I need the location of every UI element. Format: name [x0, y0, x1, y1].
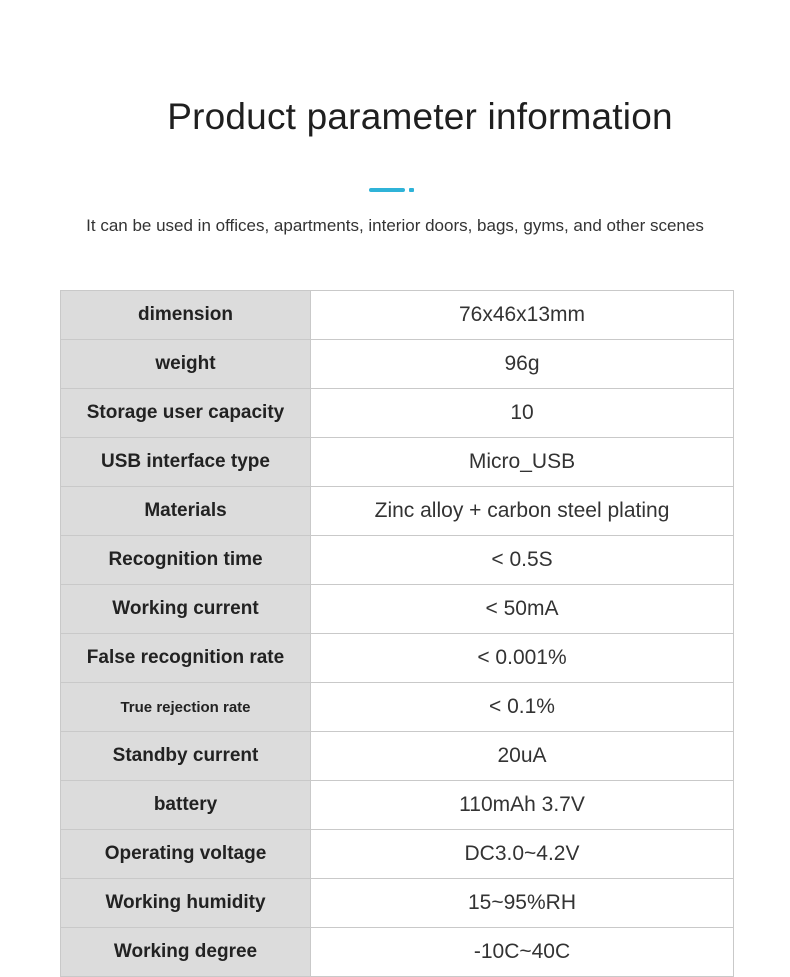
param-label-working-humidity: Working humidity: [61, 879, 311, 928]
param-value-working-humidity: 15~95%RH: [311, 879, 734, 928]
param-value-recognition-time: < 0.5S: [311, 536, 734, 585]
param-value-operating-voltage: DC3.0~4.2V: [311, 830, 734, 879]
table-row: [61, 634, 734, 683]
param-value-usb-interface: Micro_USB: [311, 438, 734, 487]
param-value-materials: Zinc alloy + carbon steel plating: [311, 487, 734, 536]
table-row: [61, 781, 734, 830]
accent-bar: [369, 188, 405, 192]
param-value-storage-capacity: 10: [311, 389, 734, 438]
page-subtitle: It can be used in offices, apartments, interior doors, bags, gyms, and other scenes: [86, 216, 704, 235]
param-label-operating-voltage: Operating voltage: [61, 830, 311, 879]
accent-divider: [369, 187, 414, 192]
page-title: Product parameter information: [167, 96, 673, 137]
table-row: [61, 585, 734, 634]
param-value-true-rejection-rate: < 0.1%: [311, 683, 734, 732]
param-label-materials: Materials: [61, 487, 311, 536]
param-label-false-recognition-rate: False recognition rate: [61, 634, 311, 683]
param-label-working-current: Working current: [61, 585, 311, 634]
param-label-working-degree: Working degree: [61, 928, 311, 977]
param-value-battery: 110mAh 3.7V: [311, 781, 734, 830]
param-label-standby-current: Standby current: [61, 732, 311, 781]
param-value-false-recognition-rate: < 0.001%: [311, 634, 734, 683]
param-value-weight: 96g: [311, 340, 734, 389]
param-label-recognition-time: Recognition time: [61, 536, 311, 585]
parameter-table: [60, 290, 734, 977]
table-row: [61, 732, 734, 781]
table-row: [61, 683, 734, 732]
param-label-storage-capacity: Storage user capacity: [61, 389, 311, 438]
param-value-working-degree: -10C~40C: [311, 928, 734, 977]
table-row: [61, 438, 734, 487]
table-row: [61, 536, 734, 585]
param-value-standby-current: 20uA: [311, 732, 734, 781]
param-value-working-current: < 50mA: [311, 585, 734, 634]
param-label-true-rejection-rate: True rejection rate: [61, 683, 311, 732]
table-row: [61, 830, 734, 879]
table-row: [61, 291, 734, 340]
table-row: [61, 340, 734, 389]
table-row: [61, 879, 734, 928]
param-label-dimension: dimension: [61, 291, 311, 340]
param-label-weight: weight: [61, 340, 311, 389]
param-label-usb-interface: USB interface type: [61, 438, 311, 487]
table-row: [61, 928, 734, 977]
param-value-dimension: 76x46x13mm: [311, 291, 734, 340]
accent-dot: [409, 188, 414, 192]
param-label-battery: battery: [61, 781, 311, 830]
table-row: [61, 389, 734, 438]
table-row: [61, 487, 734, 536]
